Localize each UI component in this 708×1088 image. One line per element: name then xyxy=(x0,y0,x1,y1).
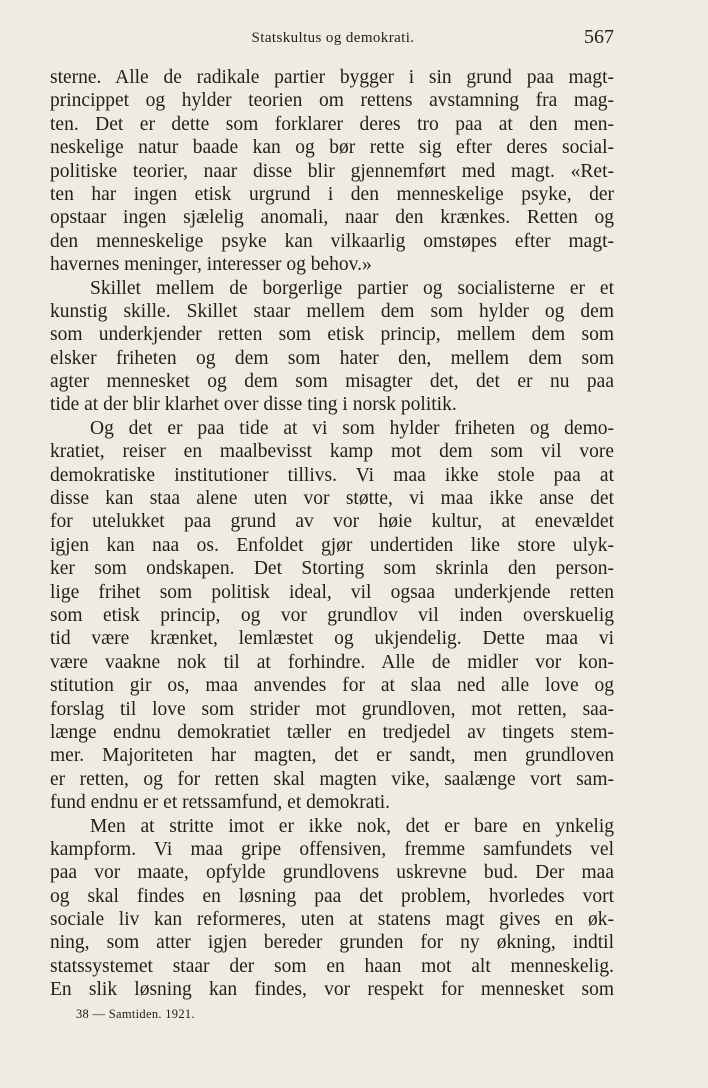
text-line: opstaar ingen sjælelig anomali, naar den krænkes. Retten og xyxy=(50,207,614,229)
text-line: Og det er paa tide at vi som hylder friheten og demo- xyxy=(90,417,614,439)
text-line: lige frihet som politisk ideal, vil ogsaa underkjende retten xyxy=(50,581,614,603)
paragraph xyxy=(50,66,614,277)
text-line: Skillet mellem de borgerlige partier og socialisterne er et xyxy=(90,277,614,299)
text-line: den menneskelige psyke kan vilkaarlig omstøpes efter magt- xyxy=(50,230,614,252)
text-line: og skal findes en løsning paa det problem, hvorledes vort xyxy=(50,885,614,907)
text-line: ker som ondskapen. Det Storting som skrinla den person- xyxy=(50,558,614,580)
text-line: sociale liv kan reformeres, uten at statens magt gives en øk- xyxy=(50,909,614,931)
text-line: Men at stritte imot er ikke nok, det er bare en ynkelig xyxy=(90,815,614,837)
body-text xyxy=(50,66,614,1002)
text-line: elsker friheten og dem som hater den, mellem dem som xyxy=(50,347,614,369)
text-line: princippet og hylder teorien om rettens avstamning fra mag- xyxy=(50,90,614,112)
paragraph xyxy=(50,815,614,1002)
running-head xyxy=(50,26,616,56)
text-line: være vaakne nok til at forhindre. Alle de midler vor kon- xyxy=(50,651,614,673)
text-line: fund endnu er et retssamfund, et demokrati. xyxy=(50,792,391,814)
text-line: politiske teorier, naar disse blir gjennemført med magt. «Ret- xyxy=(50,160,614,182)
text-line: er retten, og for retten skal magten vike, saalænge vort sam- xyxy=(50,768,614,790)
text-line: statssystemet staar der som en haan mot alt menneskelig. xyxy=(50,955,614,977)
text-line: En slik løsning kan findes, vor respekt for mennesket som xyxy=(50,979,614,1001)
running-title: Statskultus og demokrati. xyxy=(251,30,415,46)
text-line: kratiet, reiser en maalbevisst kamp mot dem som vil vore xyxy=(50,441,614,463)
paragraph xyxy=(50,277,614,417)
text-line: for utelukket paa grund av vor høie kultur, at enevældet xyxy=(50,511,614,533)
text-line: stitution gir os, maa anvendes for at slaa ned alle love og xyxy=(50,675,614,697)
text-line: demokratiske institutioner tillivs. Vi maa ikke stole paa at xyxy=(50,464,614,486)
text-line: sterne. Alle de radikale partier bygger i sin grund paa magt- xyxy=(50,67,614,88)
text-line: ten har ingen etisk urgrund i den menneskelige psyke, der xyxy=(50,183,614,205)
text-line: som underkjender retten som etisk princip, mellem dem som xyxy=(50,324,614,346)
page-number: 567 xyxy=(584,26,614,48)
text-line: paa vor maate, opfylde grundlovens uskrevne bud. Der maa xyxy=(50,862,614,884)
text-line: ning, som atter igjen bereder grunden for ny økning, indtil xyxy=(50,932,614,954)
printer-signature: 38 — Samtiden. 1921. xyxy=(76,1007,195,1021)
text-line: mer. Majoriteten har magten, det er sandt, men grundloven xyxy=(50,745,614,767)
text-line: disse kan staa alene uten vor støtte, vi maa ikke anse det xyxy=(50,488,614,510)
text-line: igjen kan naa os. Enfoldet gjør undertiden like store ulyk- xyxy=(50,534,614,556)
text-line: ten. Det er dette som forklarer deres tro paa at den men- xyxy=(50,113,614,135)
text-line: havernes meninger, interesser og behov.» xyxy=(50,254,372,276)
text-line: længe endnu demokratiet tæller en tredjedel av tingets stem- xyxy=(50,721,614,743)
text-line: kampform. Vi maa gripe offensiven, fremme samfundets vel xyxy=(50,838,614,860)
text-line: forslag til love som strider mot grundloven, mot retten, saa- xyxy=(50,698,614,720)
text-line: kunstig skille. Skillet staar mellem dem som hylder og dem xyxy=(50,300,614,322)
text-line: tide at der blir klarhet over disse ting i norsk politik. xyxy=(50,394,457,416)
text-line: agter mennesket og dem som misagter det, det er nu paa xyxy=(50,371,614,393)
text-line: neskelige natur baade kan og bør rette sig efter deres social- xyxy=(50,137,614,159)
text-line: som etisk princip, og vor grundlov vil inden overskuelig xyxy=(50,604,614,626)
paragraph xyxy=(50,417,614,815)
text-line: tid være krænket, lemlæstet og ukjendelig. Dette maa vi xyxy=(50,628,614,650)
